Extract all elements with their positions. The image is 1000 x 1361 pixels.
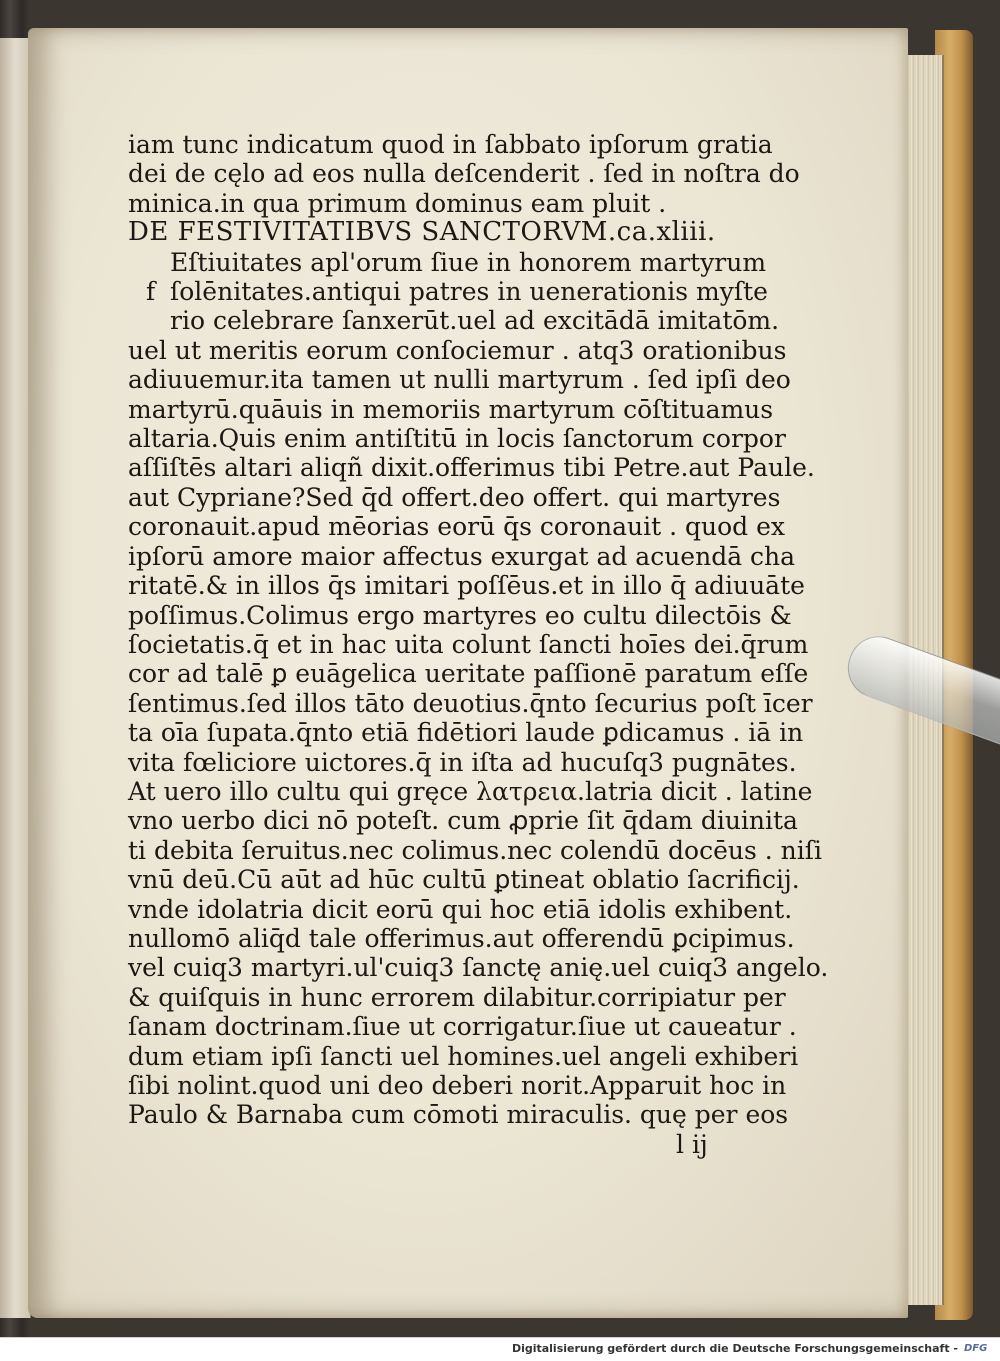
text-line: altaria.Quis enim antiſtitū in locis ſanctorum corpor — [128, 424, 786, 454]
printed-text-block — [128, 130, 829, 1159]
dfg-logo-icon: DFG — [964, 1343, 988, 1354]
text-line: nullomō aliq̄d tale offerimus.aut offerendū ꝑcipimus. — [128, 923, 795, 953]
text-line: ritatē.& in illos q̄s imitari poſſēus.et in illo q̄ adiuuāte — [128, 571, 805, 601]
text-line: & quiſquis in hunc errorem dilabitur.corripiatur per — [128, 982, 786, 1012]
text-line: ſocietatis.q̄ et in hac uita colunt ſancti hoīes dei.q̄rum — [128, 629, 809, 659]
text-line: Paulo & Barnaba cum cōmoti miraculis. quę per eos — [128, 1100, 789, 1130]
text-line: ſanam doctrinam.ſiue ut corrigatur.ſiue ut caueatur . — [128, 1012, 797, 1042]
text-line: Eſtiuitates apl'orum ſiue in honorem martyrum — [170, 247, 767, 277]
text-line: vita fœliciore uictores.q̄ in iſta ad hucuſq3 pugnātes. — [128, 747, 797, 777]
text-line: ti debita ſeruitus.nec colimus.nec colendū docēus . niſi — [128, 835, 822, 865]
text-line: ſibi nolint.quod uni deo deberi norit.Apparuit hoc in — [128, 1071, 787, 1100]
text-line: ſentimus.ſed illos tāto deuotius.q̄nto ſecurius poſt īcer — [128, 688, 813, 718]
left-page-edge — [0, 38, 31, 1318]
text-line: cor ad talē ꝑ euāgelica ueritate paſſionē paratum eſſe — [128, 659, 809, 689]
text-line: martyrū.quāuis in memoriis martyrum cōſtituamus — [128, 394, 774, 424]
text-line: ipſorū amore maior affectus exurgat ad acuendā cha — [128, 541, 796, 571]
digitization-footer — [0, 1337, 1000, 1361]
text-line: iam tunc indicatum quod in ſabbato ipſorum gratia — [128, 130, 773, 159]
text-line: ta oīa ſupata.q̄nto etiā fidētiori laude ꝑdicamus . iā in — [128, 718, 804, 748]
text-line: vel cuiq3 martyri.ul'cuiq3 ſanctę anię.uel cuiq3 angelo. — [128, 953, 829, 983]
funding-notice: Digitalisierung gefördert durch die Deutsche Forschungsgemeinschaft - — [511, 1342, 958, 1355]
text-line: aut Cypriane?Sed q̄d offert.deo offert. qui martyres — [128, 482, 781, 512]
text-line: uel ut meritis eorum conſociemur . atq3 orationibus — [128, 335, 787, 365]
signature-mark: l ij — [676, 1129, 708, 1159]
text-line: aſſiſtēs altari aliqñ dixit.offerimus tibi Petre.aut Paule. — [128, 453, 815, 483]
text-line: rio celebrare ſanxerūt.uel ad excitādā imitatōm. — [170, 306, 780, 336]
text-line: adiuuemur.ita tamen ut nulli martyrum . ſed ipſi deo — [128, 365, 791, 395]
text-line: dum etiam ipſi ſancti uel homines.uel angeli exhiberi — [128, 1041, 799, 1071]
text-line: poſſimus.Colimus ergo martyres eo cultu dilectōis & — [128, 600, 792, 630]
text-line: dei de cęlo ad eos nulla deſcenderit . ſed in noſtra do — [128, 159, 800, 189]
text-line: At uero illo cultu qui gręce λατρεια.latria dicit . latine — [128, 776, 813, 806]
text-line: ſolēnitates.antiqui patres in uenerationis myſte — [170, 277, 768, 307]
text-line: minica.in qua primum dominus eam pluit . — [128, 188, 667, 218]
text-line: vno uerbo dici nō poteſt. cum ꝓprie ſit q̄dam diuinita — [128, 806, 798, 836]
text-line: vnū deū.Cū aūt ad hūc cultū ꝑtineat oblatio ſacrificij. — [128, 865, 800, 895]
text-line: vnde idolatria dicit eorū qui hoc etiā idolis exhibent. — [128, 894, 793, 924]
text-line: coronauit.apud mēorias eorū q̄s coronauit . quod ex — [128, 512, 785, 542]
guide-letter: f — [146, 277, 156, 306]
chapter-heading: DE FESTIVITATIBVS SANCTORVM.ca.xliii. — [128, 217, 716, 248]
